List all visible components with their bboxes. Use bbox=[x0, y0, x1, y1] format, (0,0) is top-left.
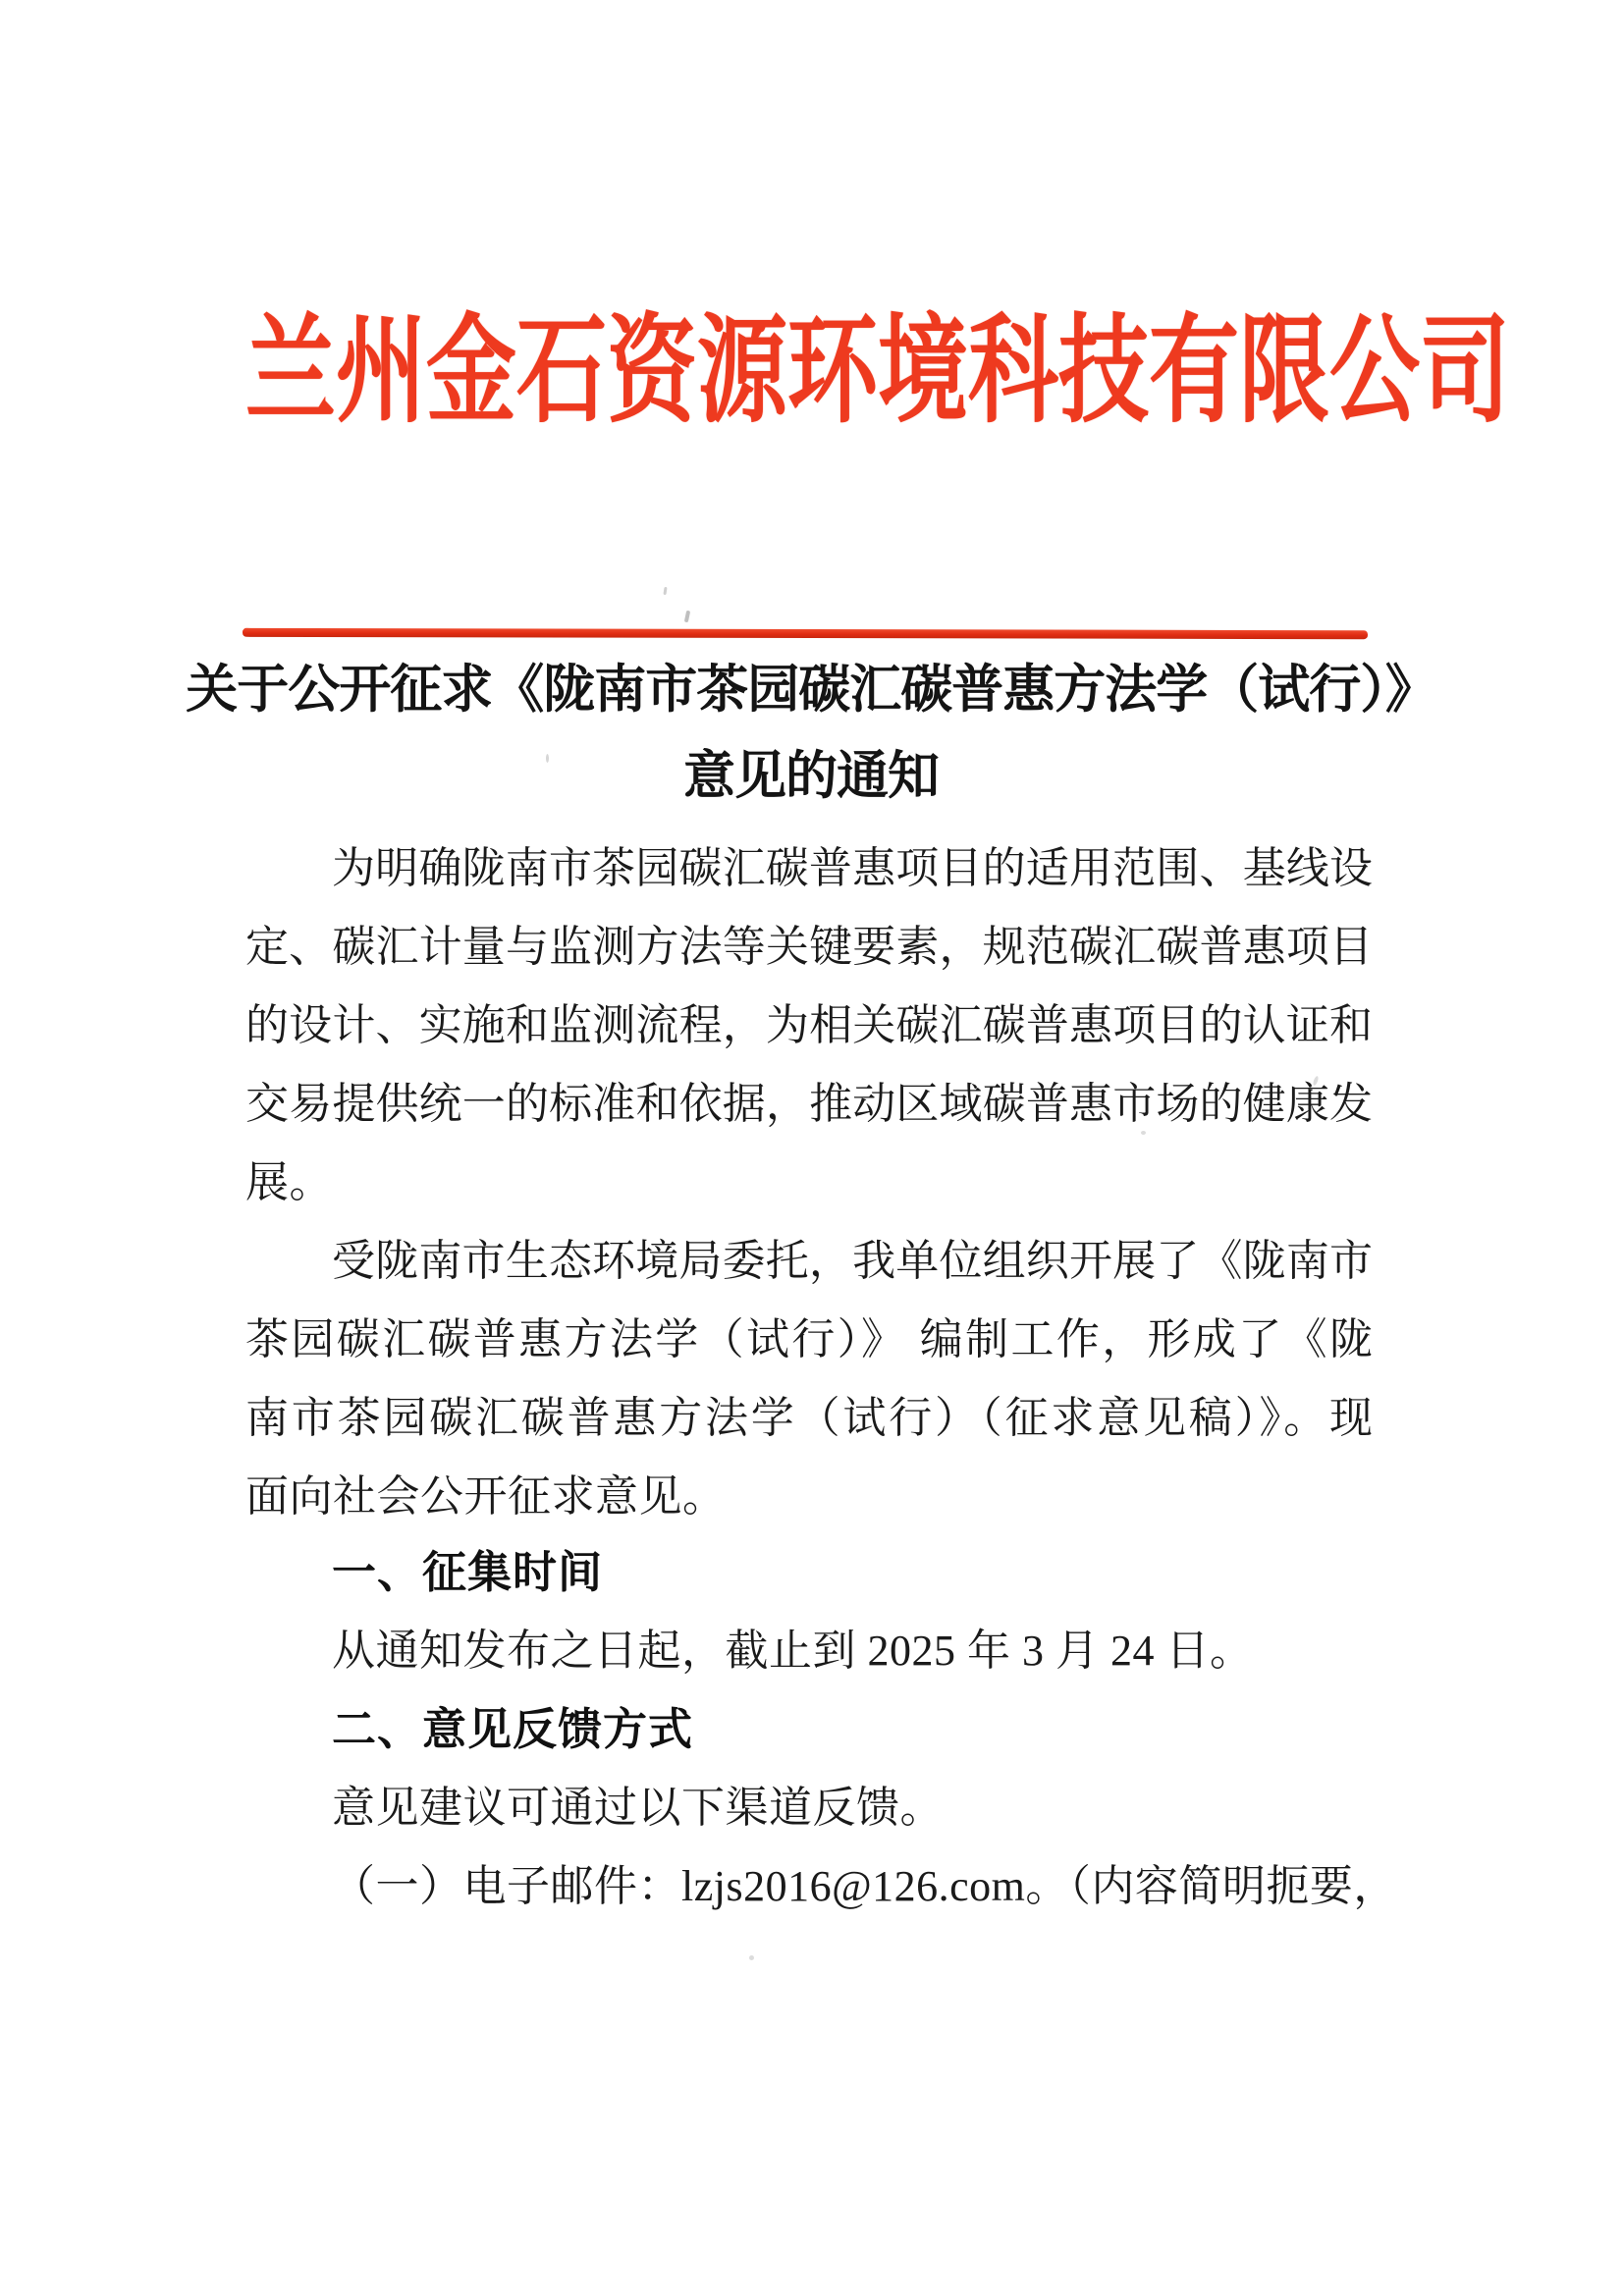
body-line-p2-4: 面向社会公开征求意见。 bbox=[245, 1472, 727, 1521]
body-line-p2-3: 南市茶园碳汇碳普惠方法学（试行）（征求意见稿）》。现 bbox=[245, 1394, 1373, 1442]
scan-speck bbox=[1141, 1131, 1146, 1135]
scan-speck bbox=[663, 587, 667, 595]
section1-heading: 一、征集时间 bbox=[332, 1547, 604, 1597]
scan-speck bbox=[684, 611, 690, 623]
section2-heading: 二、意见反馈方式 bbox=[332, 1704, 694, 1754]
company-letterhead: 兰州金石资源环境科技有限公司 bbox=[245, 305, 1511, 437]
body-line-p1-5: 展。 bbox=[245, 1158, 333, 1206]
body-line-p1-3: 的设计、实施和监测流程，为相关碳汇碳普惠项目的认证和 bbox=[245, 1001, 1373, 1049]
section1-deadline-line: 从通知发布之日起，截止到 2025 年 3 月 24 日。 bbox=[332, 1627, 1254, 1675]
scan-speck bbox=[546, 754, 549, 763]
body-line-p1-1: 为明确陇南市茶园碳汇碳普惠项目的适用范围、基线设 bbox=[332, 844, 1373, 892]
notice-title-line2: 意见的通知 bbox=[683, 748, 939, 805]
body-line-p1-2: 定、碳汇计量与监测方法等关键要素，规范碳汇碳普惠项目 bbox=[245, 923, 1373, 971]
red-divider-rule bbox=[243, 628, 1368, 639]
scan-speck bbox=[749, 1955, 754, 1960]
body-line-p2-1: 受陇南市生态环境局委托，我单位组织开展了《陇南市 bbox=[332, 1237, 1373, 1285]
body-line-p2-2: 茶园碳汇碳普惠方法学（试行）》 编制工作，形成了《陇 bbox=[245, 1315, 1373, 1363]
section2-email-line: （一）电子邮件：lzjs2016@126.com。（内容简明扼要， bbox=[332, 1862, 1397, 1910]
body-line-p1-4: 交易提供统一的标准和依据，推动区域碳普惠市场的健康发 bbox=[245, 1080, 1373, 1128]
notice-title-line1: 关于公开征求《陇南市茶园碳汇碳普惠方法学（试行）》 bbox=[186, 662, 1436, 719]
section2-intro-line: 意见建议可通过以下渠道反馈。 bbox=[332, 1784, 944, 1832]
